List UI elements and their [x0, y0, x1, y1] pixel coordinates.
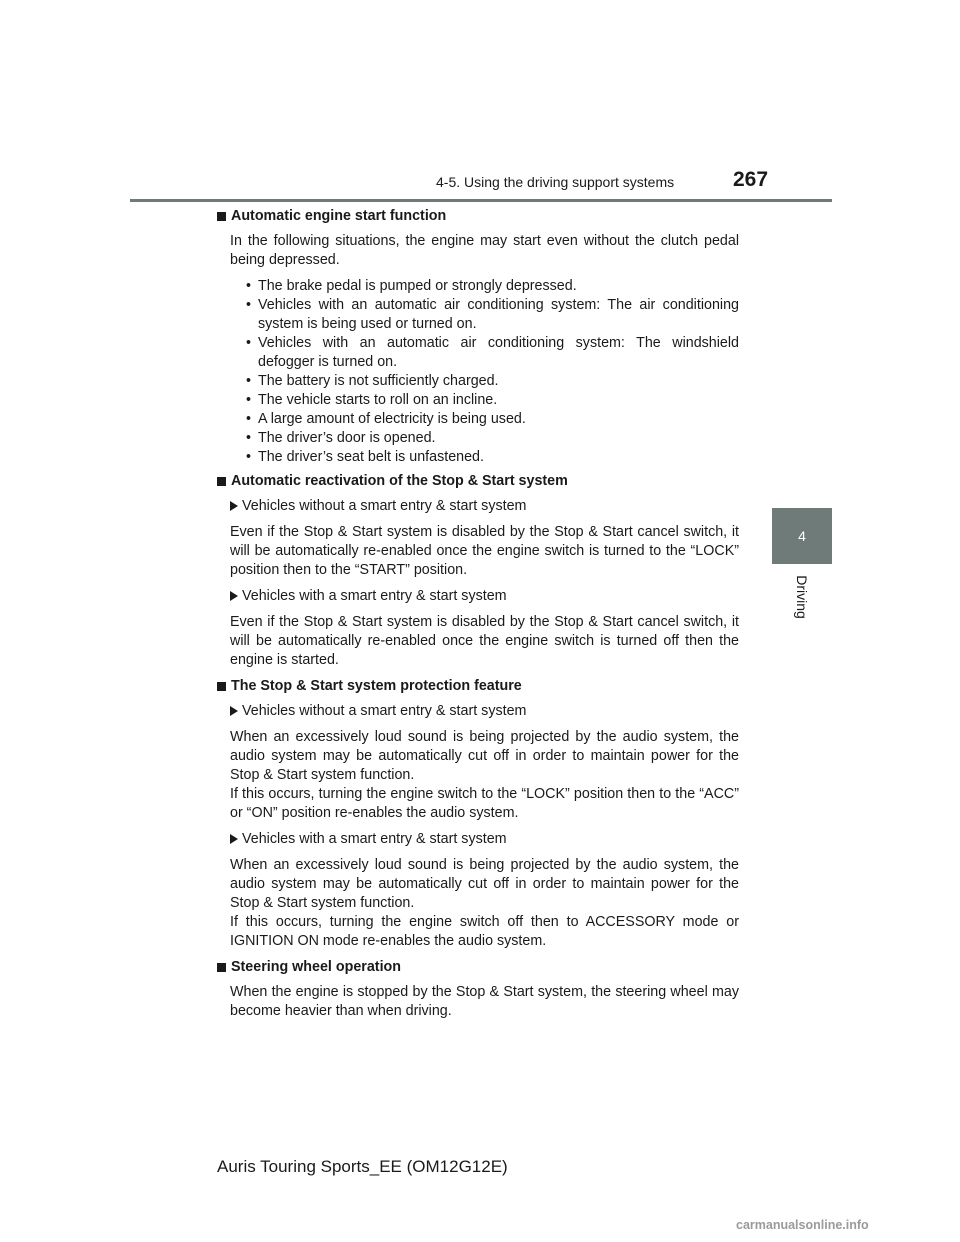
heading-steering: Steering wheel operation — [217, 958, 739, 977]
list-item: • The battery is not sufficiently charged. — [246, 373, 499, 389]
bullet-dot-icon: • — [246, 278, 252, 294]
subheading-with-smart-entry: Vehicles with a smart entry & start system — [230, 587, 739, 606]
bullet-dot-icon: • — [246, 297, 252, 313]
heading-auto-start: Automatic engine start function — [217, 207, 739, 226]
list-item: • The brake pedal is pumped or strongly depressed. — [246, 278, 577, 294]
protection-text-2: When an excessively loud sound is being projected by the audio system, the audio system may be automatically cut off in order to maintain power for the Stop & Start system function. If this occurs, turning the engine switch off then to ACCESSORY mode or IGNITION ON mode re-enables the audio system. — [230, 857, 739, 949]
reactivation-text-2: Even if the Stop & Start system is disabled by the Stop & Start cancel switch, it will be automatically re-enabled once the engine switch is turned off then the engine is started. — [230, 614, 739, 668]
list-item: • A large amount of electricity is being used. — [246, 411, 526, 427]
subheading-without-smart-entry: Vehicles without a smart entry & start system — [230, 497, 739, 516]
heading-reactivation: Automatic reactivation of the Stop & Start system — [217, 472, 739, 491]
bullet-dot-icon: • — [246, 411, 252, 427]
section-title: 4-5. Using the driving support systems — [436, 174, 675, 190]
heading-protection: The Stop & Start system protection feature — [217, 677, 739, 696]
bullet-dot-icon: • — [246, 392, 252, 408]
triangle-bullet-icon — [230, 834, 238, 844]
triangle-bullet-icon — [230, 706, 238, 716]
subheading-without-smart-entry: Vehicles without a smart entry & start system — [230, 702, 739, 721]
list-item: • Vehicles with an automatic air conditioning system: The air conditioning system is being used or turned on. — [246, 297, 739, 332]
footer-model: Auris Touring Sports_EE (OM12G12E) — [217, 1157, 508, 1176]
auto-start-list — [217, 277, 739, 467]
chapter-number: 4 — [798, 528, 806, 544]
bullet-dot-icon: • — [246, 430, 252, 446]
header-divider — [130, 199, 832, 202]
bullet-dot-icon: • — [246, 449, 252, 465]
subheading-with-smart-entry: Vehicles with a smart entry & start system — [230, 830, 739, 849]
triangle-bullet-icon — [230, 501, 238, 511]
watermark: carmanualsonline.info — [736, 1218, 869, 1232]
square-bullet-icon — [217, 682, 226, 691]
chapter-label: Driving — [794, 575, 811, 619]
chapter-tab — [772, 508, 832, 564]
page-content — [217, 207, 739, 1028]
triangle-bullet-icon — [230, 591, 238, 601]
chapter-label-container — [782, 572, 822, 622]
auto-start-intro: In the following situations, the engine may start even without the clutch pedal being depressed. — [230, 233, 739, 268]
square-bullet-icon — [217, 212, 226, 221]
list-item: • Vehicles with an automatic air conditioning system: The windshield defogger is turned on. — [246, 335, 739, 370]
list-item: • The vehicle starts to roll on an incline. — [246, 392, 498, 408]
bullet-dot-icon: • — [246, 335, 252, 351]
square-bullet-icon — [217, 477, 226, 486]
steering-text: When the engine is stopped by the Stop & Start system, the steering wheel may become heavier than when driving. — [230, 984, 739, 1019]
list-item: • The driver’s seat belt is unfastened. — [246, 449, 484, 465]
protection-text-1: When an excessively loud sound is being projected by the audio system, the audio system may be automatically cut off in order to maintain power for the Stop & Start system function. If this occurs, turning the engine switch to the “LOCK” position then to the “ACC” or “ON” position re-enables the audio system. — [230, 729, 739, 821]
reactivation-text-1: Even if the Stop & Start system is disabled by the Stop & Start cancel switch, it will be automatically re-enabled once the engine switch is turned to the “LOCK” position then to the “START” position. — [230, 524, 739, 578]
square-bullet-icon — [217, 963, 226, 972]
page-number: 267 — [733, 168, 769, 191]
bullet-dot-icon: • — [246, 373, 252, 389]
list-item: • The driver’s door is opened. — [246, 430, 436, 446]
